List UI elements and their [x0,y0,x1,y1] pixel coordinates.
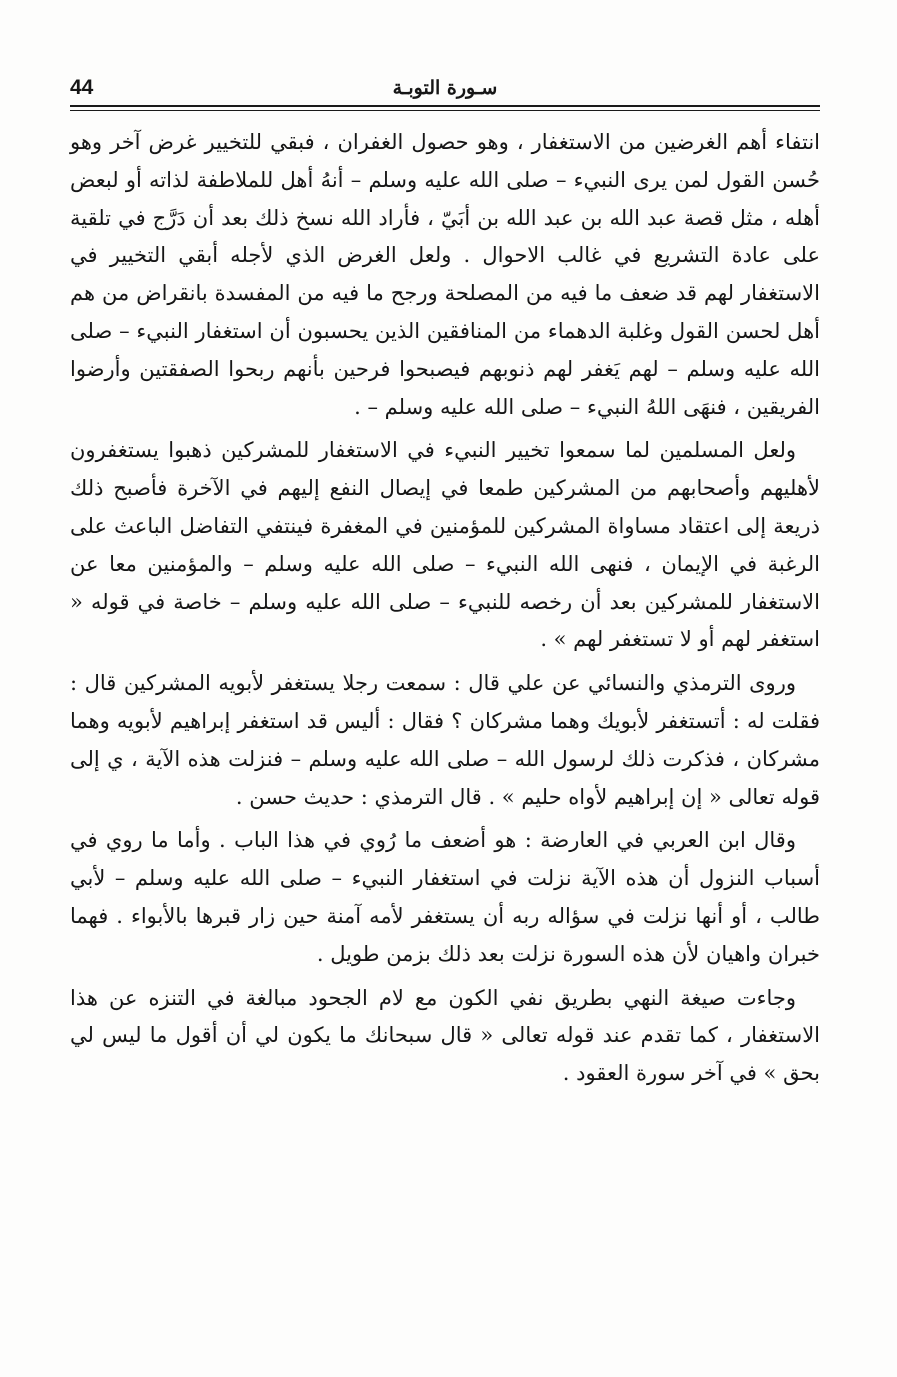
paragraph-5: وجاءت صيغة النهي بطريق نفي الكون مع لام الجحود مبالغة في التنزه عن هذا الاستغفار ، كما تقدم عند قوله تعالى « قال سبحانك ما يكون لي أن أقول ما ليس لي بحق » في آخر سورة العقود . [70,985,820,1086]
paragraph-3: وروى الترمذي والنسائي عن علي قال : سمعت رجلا يستغفر لأبويه المشركين قال : فقلت له : أتستغفر لأبويك وهما مشركان ؟ فقال : أليس قد استغفر إبراهيم لأبويه وهما مشركان ، فذكرت ذلك لرسول الله – صلى الله عليه وسلم – فنزلت هذه الآية ، ي إلى قوله تعالى « إن إبراهيم لأواه حليم » . قال الترمذي : حديث حسن . [70,671,820,809]
body-text [70,124,820,1099]
header-rule-thin [70,110,820,111]
page-number: 44 [70,76,94,99]
paragraph-2: ولعل المسلمين لما سمعوا تخيير النبيء في الاستغفار للمشركين ذهبوا يستغفرون لأهليهم وأصحابهم من المشركين طمعا في إيصال النفع إليهم في الآخرة فأصبح ذلك ذريعة إلى اعتقاد مساواة المشركين للمؤمنين في المغفرة فينتفي التفاضل الباعث على الرغبة في الإيمان ، فنهى الله النبيء – صلى الله عليه وسلم – والمؤمنين معا عن الاستغفار للمشركين بعد أن رخصه للنبيء – صلى الله عليه وسلم – خاصة في قوله « استغفر لهم أو لا تستغفر لهم » . [70,438,820,652]
page-header [70,72,820,112]
header-rule [70,105,820,107]
running-title: سـورة التوبـة [392,77,498,99]
paragraph-1: انتفاء أهم الغرضين من الاستغفار ، وهو حصول الغفران ، فبقي للتخيير غرض آخر وهو حُسن القول لمن يرى النبيء – صلى الله عليه وسلم – أنهُ أهل للملاطفة لذاته أو لبعض أهله ، مثل قصة عبد الله بن عبد الله بن أبَيّ ، فأراد الله نسخ ذلك بعد أن دَرَّج في تلقية على عادة التشريع في غالب الاحوال . ولعل الغرض الذي لأجله أبقي التخيير في الاستغفار لهم قد ضعف ما فيه من المصلحة ورجح ما فيه من المفسدة بانقراض من هم أهل لحسن القول وغلبة الدهماء من المنافقين الذين يحسبون أن استغفار النبيء – صلى الله عليه وسلم – لهم يَغفر لهم ذنوبهم فيصبحوا فرحين بأنهم ربحوا الصفقتين وأرضوا الفريقين ، فنهَى اللهُ النبيء – صلى الله عليه وسلم – . [70,130,820,419]
paragraph-4: وقال ابن العربي في العارضة : هو أضعف ما رُوي في هذا الباب . وأما ما روي في أسباب النزول أن هذه الآية نزلت في استغفار النبيء – صلى الله عليه وسلم – لأبي طالب ، أو أنها نزلت في سؤاله ربه أن يستغفر لأمه آمنة حين زار قبرها بالأبواء . فهما خبران واهيان لأن هذه السورة نزلت بعد ذلك بزمن طويل . [70,828,820,966]
